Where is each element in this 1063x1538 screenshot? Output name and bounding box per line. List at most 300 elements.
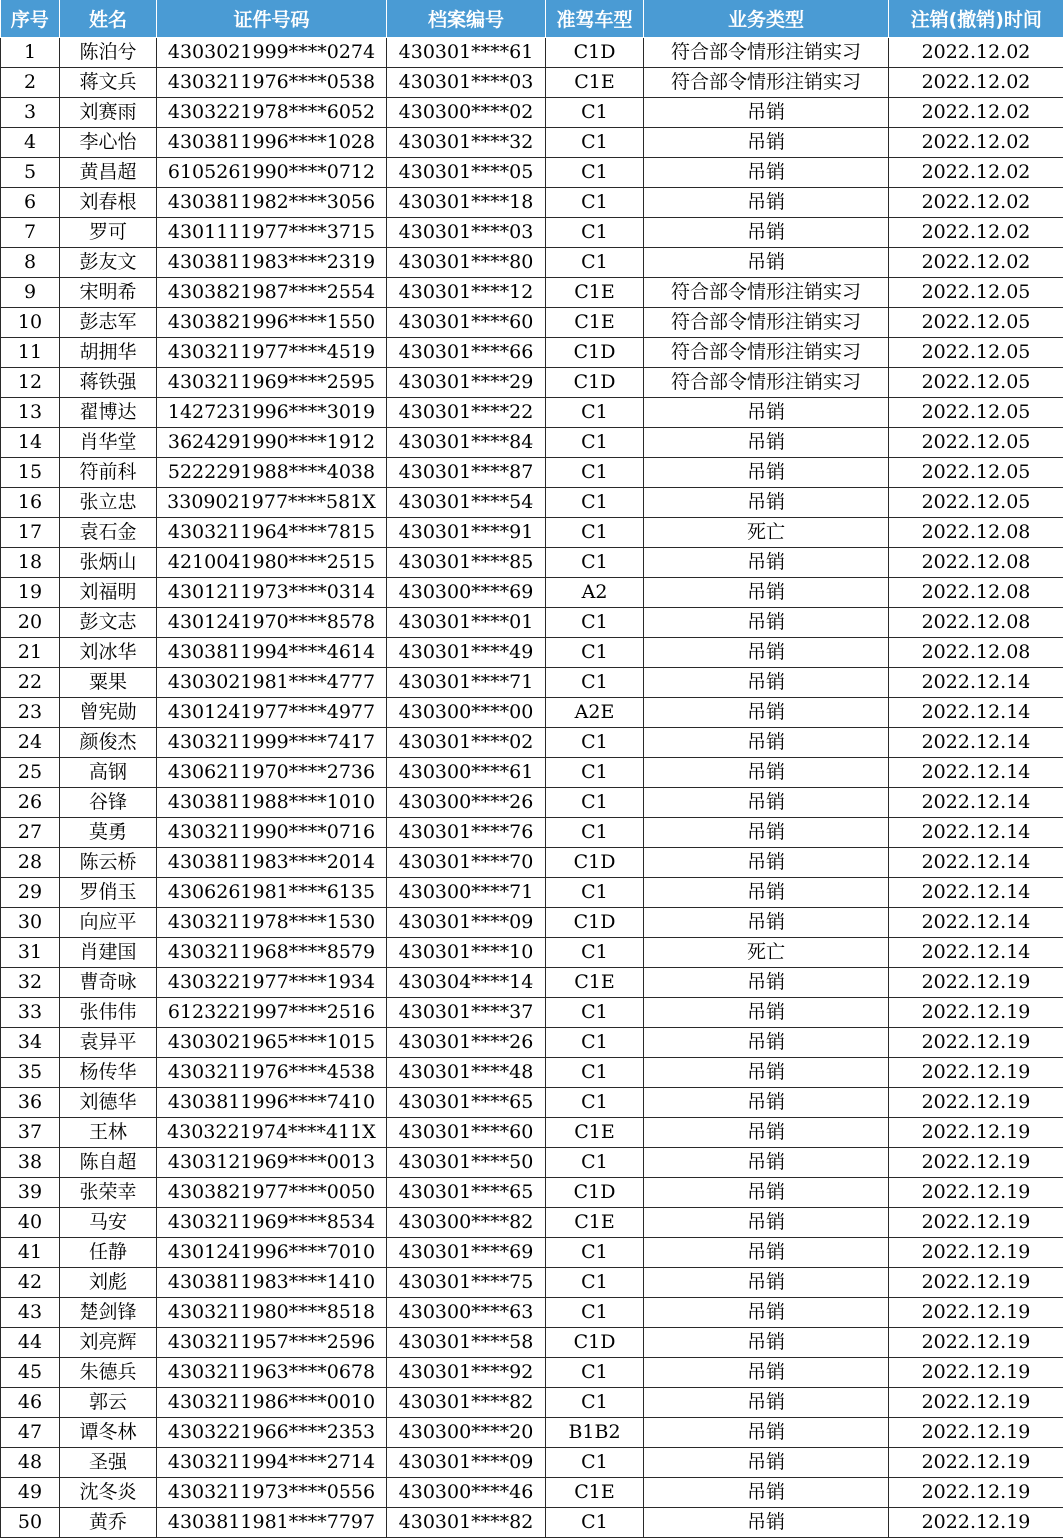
cell-index: 48 xyxy=(1,1448,60,1478)
cell-id-number: 4303211978****1530 xyxy=(157,908,387,938)
table-row xyxy=(1,668,1063,698)
cell-business-type: 吊销 xyxy=(644,1508,889,1538)
cell-vehicle-class: A2 xyxy=(546,578,644,608)
cell-index: 29 xyxy=(1,878,60,908)
cell-cancel-time: 2022.12.02 xyxy=(889,128,1063,158)
cell-vehicle-class: C1 xyxy=(546,758,644,788)
cell-file-number: 430300****69 xyxy=(387,578,546,608)
cell-index: 49 xyxy=(1,1478,60,1508)
table-row xyxy=(1,848,1063,878)
cell-id-number: 4303021981****4777 xyxy=(157,668,387,698)
cell-file-number: 430300****71 xyxy=(387,878,546,908)
table-body xyxy=(1,38,1063,1538)
table-row xyxy=(1,218,1063,248)
cell-index: 1 xyxy=(1,38,60,68)
cell-file-number: 430301****50 xyxy=(387,1148,546,1178)
header-cancel-time: 注销(撤销)时间 xyxy=(889,0,1063,38)
table-row xyxy=(1,518,1063,548)
cell-name: 马安 xyxy=(60,1208,157,1238)
cell-name: 彭志军 xyxy=(60,308,157,338)
cell-index: 45 xyxy=(1,1358,60,1388)
cell-cancel-time: 2022.12.05 xyxy=(889,398,1063,428)
cell-file-number: 430301****91 xyxy=(387,518,546,548)
cell-id-number: 4306211970****2736 xyxy=(157,758,387,788)
cell-id-number: 4303211999****7417 xyxy=(157,728,387,758)
cell-business-type: 吊销 xyxy=(644,728,889,758)
cell-index: 6 xyxy=(1,188,60,218)
table-row xyxy=(1,1208,1063,1238)
cell-business-type: 吊销 xyxy=(644,1208,889,1238)
cell-id-number: 4303211957****2596 xyxy=(157,1328,387,1358)
cell-cancel-time: 2022.12.02 xyxy=(889,188,1063,218)
cell-index: 5 xyxy=(1,158,60,188)
cell-business-type: 符合部令情形注销实习 xyxy=(644,278,889,308)
cell-cancel-time: 2022.12.05 xyxy=(889,458,1063,488)
cell-vehicle-class: C1 xyxy=(546,1238,644,1268)
table-row xyxy=(1,788,1063,818)
cell-business-type: 吊销 xyxy=(644,848,889,878)
cell-index: 23 xyxy=(1,698,60,728)
cell-name: 张荣幸 xyxy=(60,1178,157,1208)
cell-cancel-time: 2022.12.08 xyxy=(889,608,1063,638)
cell-name: 蒋铁强 xyxy=(60,368,157,398)
cell-index: 25 xyxy=(1,758,60,788)
table-row xyxy=(1,818,1063,848)
cell-name: 谭冬林 xyxy=(60,1418,157,1448)
cell-file-number: 430301****65 xyxy=(387,1178,546,1208)
cell-cancel-time: 2022.12.05 xyxy=(889,428,1063,458)
cell-id-number: 4303211976****0538 xyxy=(157,68,387,98)
cell-index: 7 xyxy=(1,218,60,248)
header-vehicle-class: 准驾车型 xyxy=(546,0,644,38)
cell-index: 41 xyxy=(1,1238,60,1268)
cell-business-type: 吊销 xyxy=(644,1328,889,1358)
cell-business-type: 吊销 xyxy=(644,548,889,578)
cell-file-number: 430301****66 xyxy=(387,338,546,368)
cell-id-number: 4303811983****2014 xyxy=(157,848,387,878)
cell-vehicle-class: C1D xyxy=(546,848,644,878)
cell-file-number: 430301****80 xyxy=(387,248,546,278)
cell-business-type: 死亡 xyxy=(644,938,889,968)
cell-business-type: 吊销 xyxy=(644,878,889,908)
table-row xyxy=(1,608,1063,638)
cell-business-type: 吊销 xyxy=(644,608,889,638)
cell-cancel-time: 2022.12.05 xyxy=(889,338,1063,368)
cell-cancel-time: 2022.12.19 xyxy=(889,968,1063,998)
cell-name: 刘德华 xyxy=(60,1088,157,1118)
cell-business-type: 吊销 xyxy=(644,968,889,998)
cell-file-number: 430301****18 xyxy=(387,188,546,218)
cell-file-number: 430300****02 xyxy=(387,98,546,128)
cell-name: 刘亮辉 xyxy=(60,1328,157,1358)
cell-id-number: 4303211964****7815 xyxy=(157,518,387,548)
cell-cancel-time: 2022.12.19 xyxy=(889,1238,1063,1268)
cell-id-number: 4303211973****0556 xyxy=(157,1478,387,1508)
cell-id-number: 4303811996****1028 xyxy=(157,128,387,158)
table-row xyxy=(1,1298,1063,1328)
cell-cancel-time: 2022.12.14 xyxy=(889,758,1063,788)
cell-file-number: 430301****92 xyxy=(387,1358,546,1388)
cell-cancel-time: 2022.12.14 xyxy=(889,668,1063,698)
table-row xyxy=(1,1088,1063,1118)
cell-index: 9 xyxy=(1,278,60,308)
cell-business-type: 吊销 xyxy=(644,818,889,848)
cell-name: 任静 xyxy=(60,1238,157,1268)
table-row xyxy=(1,1268,1063,1298)
cell-file-number: 430301****37 xyxy=(387,998,546,1028)
table-row xyxy=(1,1058,1063,1088)
cell-cancel-time: 2022.12.14 xyxy=(889,878,1063,908)
cell-vehicle-class: C1 xyxy=(546,158,644,188)
cell-file-number: 430301****48 xyxy=(387,1058,546,1088)
table-row xyxy=(1,128,1063,158)
cell-id-number: 1427231996****3019 xyxy=(157,398,387,428)
cell-id-number: 4303811982****3056 xyxy=(157,188,387,218)
cell-id-number: 4303811994****4614 xyxy=(157,638,387,668)
cell-cancel-time: 2022.12.05 xyxy=(889,308,1063,338)
cell-index: 8 xyxy=(1,248,60,278)
cell-name: 陈自超 xyxy=(60,1148,157,1178)
cell-name: 张伟伟 xyxy=(60,998,157,1028)
cell-business-type: 吊销 xyxy=(644,698,889,728)
cell-vehicle-class: C1D xyxy=(546,1328,644,1358)
cell-file-number: 430301****58 xyxy=(387,1328,546,1358)
cell-index: 16 xyxy=(1,488,60,518)
cell-business-type: 吊销 xyxy=(644,1448,889,1478)
table-row xyxy=(1,1508,1063,1538)
cell-file-number: 430300****46 xyxy=(387,1478,546,1508)
table-row xyxy=(1,1418,1063,1448)
cell-business-type: 吊销 xyxy=(644,1118,889,1148)
cell-file-number: 430301****02 xyxy=(387,728,546,758)
cell-id-number: 4303021965****1015 xyxy=(157,1028,387,1058)
table-row xyxy=(1,1388,1063,1418)
cell-vehicle-class: C1 xyxy=(546,128,644,158)
table-row xyxy=(1,908,1063,938)
cell-business-type: 吊销 xyxy=(644,98,889,128)
header-name: 姓名 xyxy=(60,0,157,38)
cell-name: 刘春根 xyxy=(60,188,157,218)
cell-index: 30 xyxy=(1,908,60,938)
table-row xyxy=(1,278,1063,308)
cell-name: 谷锋 xyxy=(60,788,157,818)
table-row xyxy=(1,458,1063,488)
cell-index: 42 xyxy=(1,1268,60,1298)
cell-business-type: 吊销 xyxy=(644,788,889,818)
cell-file-number: 430300****20 xyxy=(387,1418,546,1448)
table-row xyxy=(1,68,1063,98)
table-row xyxy=(1,1478,1063,1508)
cell-id-number: 4303211980****8518 xyxy=(157,1298,387,1328)
cell-id-number: 3624291990****1912 xyxy=(157,428,387,458)
cell-cancel-time: 2022.12.19 xyxy=(889,1358,1063,1388)
table-row xyxy=(1,428,1063,458)
table-row xyxy=(1,578,1063,608)
cell-business-type: 吊销 xyxy=(644,758,889,788)
cell-file-number: 430301****54 xyxy=(387,488,546,518)
cell-index: 37 xyxy=(1,1118,60,1148)
cell-cancel-time: 2022.12.14 xyxy=(889,908,1063,938)
cell-name: 莫勇 xyxy=(60,818,157,848)
cell-index: 36 xyxy=(1,1088,60,1118)
cell-file-number: 430301****87 xyxy=(387,458,546,488)
cell-id-number: 4303221966****2353 xyxy=(157,1418,387,1448)
cell-id-number: 4303211969****2595 xyxy=(157,368,387,398)
cell-file-number: 430301****49 xyxy=(387,638,546,668)
cell-cancel-time: 2022.12.14 xyxy=(889,698,1063,728)
cell-id-number: 4303811983****2319 xyxy=(157,248,387,278)
cell-index: 11 xyxy=(1,338,60,368)
cell-business-type: 吊销 xyxy=(644,398,889,428)
cell-file-number: 430301****61 xyxy=(387,38,546,68)
cell-vehicle-class: C1 xyxy=(546,1148,644,1178)
cell-cancel-time: 2022.12.19 xyxy=(889,1328,1063,1358)
cell-name: 肖华堂 xyxy=(60,428,157,458)
cell-name: 刘彪 xyxy=(60,1268,157,1298)
cell-business-type: 吊销 xyxy=(644,1178,889,1208)
cell-id-number: 4301241970****8578 xyxy=(157,608,387,638)
cell-cancel-time: 2022.12.05 xyxy=(889,278,1063,308)
cell-vehicle-class: C1 xyxy=(546,488,644,518)
cell-business-type: 吊销 xyxy=(644,1388,889,1418)
table-row xyxy=(1,368,1063,398)
table-row xyxy=(1,638,1063,668)
cell-id-number: 4303211990****0716 xyxy=(157,818,387,848)
cell-vehicle-class: C1 xyxy=(546,818,644,848)
cell-vehicle-class: C1 xyxy=(546,248,644,278)
cell-cancel-time: 2022.12.19 xyxy=(889,1448,1063,1478)
cell-id-number: 4303821996****1550 xyxy=(157,308,387,338)
cell-name: 陈泊兮 xyxy=(60,38,157,68)
cell-id-number: 4306261981****6135 xyxy=(157,878,387,908)
cell-cancel-time: 2022.12.08 xyxy=(889,548,1063,578)
cell-name: 曾宪勋 xyxy=(60,698,157,728)
cell-index: 44 xyxy=(1,1328,60,1358)
cell-business-type: 吊销 xyxy=(644,248,889,278)
table-row xyxy=(1,998,1063,1028)
cell-business-type: 吊销 xyxy=(644,908,889,938)
cell-file-number: 430301****82 xyxy=(387,1388,546,1418)
cell-file-number: 430300****61 xyxy=(387,758,546,788)
table-row xyxy=(1,98,1063,128)
cell-business-type: 吊销 xyxy=(644,488,889,518)
cell-vehicle-class: C1D xyxy=(546,368,644,398)
cell-id-number: 4303221977****1934 xyxy=(157,968,387,998)
table-row xyxy=(1,1028,1063,1058)
cell-vehicle-class: C1 xyxy=(546,878,644,908)
cell-cancel-time: 2022.12.14 xyxy=(889,728,1063,758)
cell-name: 彭友文 xyxy=(60,248,157,278)
cell-index: 24 xyxy=(1,728,60,758)
cell-id-number: 4303021999****0274 xyxy=(157,38,387,68)
cell-index: 12 xyxy=(1,368,60,398)
cell-cancel-time: 2022.12.19 xyxy=(889,1508,1063,1538)
cell-name: 翟博达 xyxy=(60,398,157,428)
cell-cancel-time: 2022.12.19 xyxy=(889,1088,1063,1118)
header-row xyxy=(1,0,1063,38)
cell-cancel-time: 2022.12.19 xyxy=(889,1298,1063,1328)
cell-id-number: 4303811983****1410 xyxy=(157,1268,387,1298)
cell-file-number: 430301****69 xyxy=(387,1238,546,1268)
cell-index: 13 xyxy=(1,398,60,428)
cell-file-number: 430300****82 xyxy=(387,1208,546,1238)
cell-vehicle-class: C1 xyxy=(546,938,644,968)
cell-id-number: 4303821987****2554 xyxy=(157,278,387,308)
cell-file-number: 430301****82 xyxy=(387,1508,546,1538)
table-row xyxy=(1,338,1063,368)
cell-name: 罗俏玉 xyxy=(60,878,157,908)
cell-file-number: 430301****05 xyxy=(387,158,546,188)
cell-vehicle-class: C1 xyxy=(546,98,644,128)
cell-index: 4 xyxy=(1,128,60,158)
cell-cancel-time: 2022.12.02 xyxy=(889,98,1063,128)
cell-business-type: 吊销 xyxy=(644,998,889,1028)
cell-id-number: 4303211969****8534 xyxy=(157,1208,387,1238)
cell-name: 张立忠 xyxy=(60,488,157,518)
cell-vehicle-class: C1E xyxy=(546,1208,644,1238)
cell-name: 高钢 xyxy=(60,758,157,788)
cell-vehicle-class: B1B2 xyxy=(546,1418,644,1448)
cell-business-type: 吊销 xyxy=(644,1148,889,1178)
cell-cancel-time: 2022.12.08 xyxy=(889,638,1063,668)
cell-cancel-time: 2022.12.08 xyxy=(889,578,1063,608)
cell-business-type: 吊销 xyxy=(644,1058,889,1088)
cell-id-number: 4303211977****4519 xyxy=(157,338,387,368)
cell-business-type: 吊销 xyxy=(644,1238,889,1268)
cell-vehicle-class: C1E xyxy=(546,278,644,308)
cell-file-number: 430301****09 xyxy=(387,908,546,938)
cell-name: 楚剑锋 xyxy=(60,1298,157,1328)
cell-index: 35 xyxy=(1,1058,60,1088)
cell-name: 符前科 xyxy=(60,458,157,488)
cell-file-number: 430301****75 xyxy=(387,1268,546,1298)
cell-vehicle-class: C1E xyxy=(546,1478,644,1508)
cell-vehicle-class: C1 xyxy=(546,788,644,818)
cell-business-type: 吊销 xyxy=(644,638,889,668)
cell-business-type: 吊销 xyxy=(644,458,889,488)
cell-name: 粟果 xyxy=(60,668,157,698)
cell-name: 杨传华 xyxy=(60,1058,157,1088)
cell-file-number: 430301****22 xyxy=(387,398,546,428)
cell-name: 罗可 xyxy=(60,218,157,248)
cell-file-number: 430301****10 xyxy=(387,938,546,968)
cell-business-type: 符合部令情形注销实习 xyxy=(644,68,889,98)
cell-business-type: 符合部令情形注销实习 xyxy=(644,368,889,398)
cell-vehicle-class: C1E xyxy=(546,308,644,338)
cell-business-type: 吊销 xyxy=(644,188,889,218)
cell-index: 3 xyxy=(1,98,60,128)
cell-name: 蒋文兵 xyxy=(60,68,157,98)
cell-vehicle-class: C1 xyxy=(546,518,644,548)
cell-cancel-time: 2022.12.19 xyxy=(889,1478,1063,1508)
cell-vehicle-class: C1D xyxy=(546,38,644,68)
table-row xyxy=(1,1148,1063,1178)
cell-vehicle-class: C1 xyxy=(546,218,644,248)
header-file-number: 档案编号 xyxy=(387,0,546,38)
cell-cancel-time: 2022.12.19 xyxy=(889,1148,1063,1178)
table-row xyxy=(1,398,1063,428)
cell-id-number: 4303221974****411X xyxy=(157,1118,387,1148)
cell-id-number: 4303211963****0678 xyxy=(157,1358,387,1388)
cell-index: 27 xyxy=(1,818,60,848)
cell-index: 20 xyxy=(1,608,60,638)
cell-index: 34 xyxy=(1,1028,60,1058)
cell-index: 50 xyxy=(1,1508,60,1538)
cell-vehicle-class: C1 xyxy=(546,608,644,638)
cell-vehicle-class: C1 xyxy=(546,458,644,488)
cell-cancel-time: 2022.12.19 xyxy=(889,998,1063,1028)
cell-name: 圣强 xyxy=(60,1448,157,1478)
cell-file-number: 430301****70 xyxy=(387,848,546,878)
cell-name: 宋明希 xyxy=(60,278,157,308)
cell-cancel-time: 2022.12.14 xyxy=(889,818,1063,848)
cell-cancel-time: 2022.12.02 xyxy=(889,38,1063,68)
cell-file-number: 430301****26 xyxy=(387,1028,546,1058)
cell-name: 张炳山 xyxy=(60,548,157,578)
cell-vehicle-class: C1 xyxy=(546,1058,644,1088)
cell-cancel-time: 2022.12.02 xyxy=(889,248,1063,278)
cell-id-number: 4303211994****2714 xyxy=(157,1448,387,1478)
cell-index: 47 xyxy=(1,1418,60,1448)
cell-id-number: 4301211973****0314 xyxy=(157,578,387,608)
cell-index: 14 xyxy=(1,428,60,458)
cell-index: 17 xyxy=(1,518,60,548)
table-row xyxy=(1,878,1063,908)
cell-id-number: 4210041980****2515 xyxy=(157,548,387,578)
cell-id-number: 4303211976****4538 xyxy=(157,1058,387,1088)
cell-cancel-time: 2022.12.02 xyxy=(889,218,1063,248)
cell-business-type: 符合部令情形注销实习 xyxy=(644,308,889,338)
cell-index: 19 xyxy=(1,578,60,608)
cell-vehicle-class: C1 xyxy=(546,1088,644,1118)
cell-business-type: 吊销 xyxy=(644,128,889,158)
cell-name: 李心怡 xyxy=(60,128,157,158)
cell-file-number: 430301****03 xyxy=(387,68,546,98)
cell-cancel-time: 2022.12.02 xyxy=(889,158,1063,188)
cell-cancel-time: 2022.12.14 xyxy=(889,788,1063,818)
cell-index: 40 xyxy=(1,1208,60,1238)
cell-vehicle-class: C1D xyxy=(546,338,644,368)
cell-vehicle-class: C1 xyxy=(546,1268,644,1298)
cell-name: 刘福明 xyxy=(60,578,157,608)
cell-name: 郭云 xyxy=(60,1388,157,1418)
table-row xyxy=(1,1118,1063,1148)
cell-index: 22 xyxy=(1,668,60,698)
cell-vehicle-class: C1 xyxy=(546,428,644,458)
cell-index: 21 xyxy=(1,638,60,668)
cell-vehicle-class: C1 xyxy=(546,548,644,578)
cell-vehicle-class: C1 xyxy=(546,998,644,1028)
cell-business-type: 吊销 xyxy=(644,428,889,458)
cell-id-number: 4303821977****0050 xyxy=(157,1178,387,1208)
cell-cancel-time: 2022.12.19 xyxy=(889,1058,1063,1088)
cell-id-number: 4301111977****3715 xyxy=(157,218,387,248)
table-row xyxy=(1,158,1063,188)
cell-index: 10 xyxy=(1,308,60,338)
cell-name: 王林 xyxy=(60,1118,157,1148)
header-business-type: 业务类型 xyxy=(644,0,889,38)
cell-file-number: 430300****26 xyxy=(387,788,546,818)
cell-file-number: 430301****09 xyxy=(387,1448,546,1478)
cell-cancel-time: 2022.12.05 xyxy=(889,488,1063,518)
table-row xyxy=(1,1238,1063,1268)
table-row xyxy=(1,248,1063,278)
cell-name: 黄乔 xyxy=(60,1508,157,1538)
cell-index: 46 xyxy=(1,1388,60,1418)
cell-id-number: 4303811981****7797 xyxy=(157,1508,387,1538)
cell-index: 31 xyxy=(1,938,60,968)
cell-name: 曹奇咏 xyxy=(60,968,157,998)
